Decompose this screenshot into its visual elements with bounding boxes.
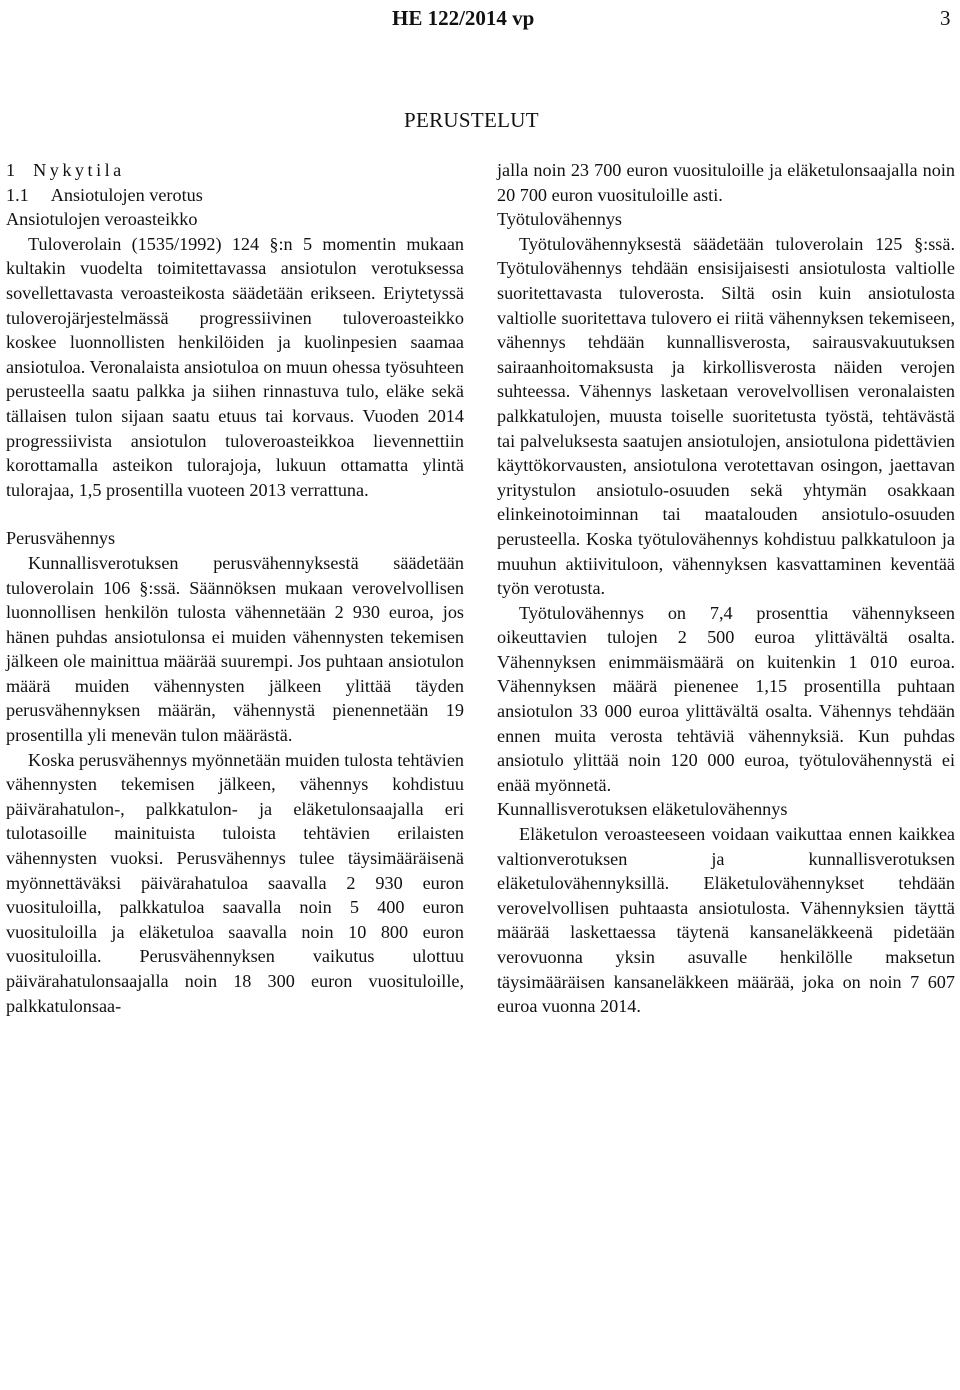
paragraph-tyotulovahennys-1: Työtulovähennyksestä säädetään tuloverolain 125 §:ssä. Työtulovähennys tehdään ensisijaisesti ansiotulosta valtiolle suoritettavasta tuloverosta. Siltä osin kuin ansiotulosta valtiolle suoritettava tulovero ei riitä vähennyksen tekemiseen, vähennys tehdään kunnallisverosta, sairausvakuutuksen sairaanhoitomaksusta ja kirkollisverosta näiden verojen suhteessa. Vähennys lasketaan verovelvollisen veronalaisten palkkatulojen, muusta toiselle suoritetusta työstä, tehtävästä tai palveluksesta saatujen ansiotulojen, ansiotulona pidettävien käyttökorvausten, ansiotulona verotettavan osingon, jaettavan yritystulon ansiotulo-osuuden sekä yhtymän osakkaan elinkeinotoiminnan tai maatalouden ansiotulo-osuuden perusteella. Koska työtulovähennys kohdistuu palkkatuloon ja muuhun aktiivituloon, vähennyksen kasvattaminen keventää työn verotusta. xyxy=(497,233,955,599)
paragraph-perusvahennys-1: Kunnallisverotuksen perusvähennyksestä säädetään tuloverolain 106 §:ssä. Säännöksen mukaan verovelvollisen luonnollisen henkilön tulosta vähennetään 2 930 euroa, jos hänen puhdas ansiotulonsa ei muiden vähennysten tekemisen jälkeen ole mainittua määrää suurempi. Jos puhtaan ansiotulon määrä muiden vähennysten jälkeen ylittää täyden perusvähennyksen määrän, vähennystä pienennetään 19 prosentilla yli menevän tulon määrästä. xyxy=(6,552,464,746)
heading-perusvahennys: Perusvähennys xyxy=(6,528,116,549)
right-column xyxy=(497,158,955,1019)
heading-elaketulovahennys: Kunnallisverotuksen eläketulovähennys xyxy=(497,799,788,820)
section-title: PERUSTELUT xyxy=(404,108,539,132)
subheading-number: 1.1 xyxy=(6,184,29,205)
paragraph-elaketulovahennys: Eläketulon veroasteeseen voidaan vaikuttaa ennen kaikkea valtionverotuksen ja kunnallisverotuksen eläketulovähennyksillä. Eläketulovähennykset tehdään verovelvollisen puhtaasta ansiotulosta. Vähennyksien täyttä määrää laskettaessa täytenä kansaneläkkeenä pidetään verovuonna yksin asuvalle henkilölle maksetun täysimääräisen kansaneläkkeen määrää, joka on noin 7 607 euroa vuonna 2014. xyxy=(497,824,955,1017)
subheading-text: Ansiotulojen verotus xyxy=(50,184,203,205)
heading-ansiotulojen-verotus xyxy=(6,183,464,208)
page-header xyxy=(0,6,960,36)
paragraph-continuation: jalla noin 23 700 euron vuosituloille ja eläketulonsaajalla noin 20 700 euron vuosituloille asti. xyxy=(497,160,955,205)
document-id: HE 122/2014 vp xyxy=(392,6,535,30)
heading-text: Nykytila xyxy=(33,160,125,180)
heading-veroasteikko: Ansiotulojen veroasteikko xyxy=(6,209,198,230)
paragraph-veroasteikko: Tuloverolain (1535/1992) 124 §:n 5 momentin mukaan kultakin vuodelta toimitettavassa ansiotulon verotuksessa sovellettavasta veroasteikosta säädetään erikseen. Eriytetyssä tuloverojärjestelmässä progressiivinen tuloveroasteikko koskee luonnollisten henkilöiden ja kuolinpesien saamaa ansiotuloa. Veronalaista ansiotuloa on muun ohessa työsuhteen perusteella saatu palkka ja siihen rinnastuva tulo, eläke sekä tällaisen tulon sijaan saatu etuus tai korvaus. Vuoden 2014 progressiivista ansiotulon tuloveroasteikkoa lievennettiin korottamalla asteikon tulorajoja, lukuun ottamatta ylintä tulorajaa, 1,5 prosentilla vuoteen 2013 verrattuna. xyxy=(6,233,464,500)
paragraph-tyotulovahennys-2: Työtulovähennys on 7,4 prosenttia vähennykseen oikeuttavien tulojen 2 500 euroa ylittävältä osalta. Vähennyksen enimmäismäärä on kuitenkin 1 010 euroa. Vähennyksen määrä pienenee 1,15 prosentilla puhtaan ansiotulon 33 000 euroa ylittävältä osalta. Vähennys tehdään ennen muita verosta tehtäviä vähennyksiä. Kun puhdas ansiotulo ylittää noin 120 000 euroa, työtulovähennystä ei enää myönnetä. xyxy=(497,602,955,795)
heading-number: 1 xyxy=(6,160,16,180)
paragraph-perusvahennys-2: Koska perusvähennys myönnetään muiden tulosta tehtävien vähennysten tekemisen jälkeen, vähennys kohdistuu päivärahatulon-, palkkatulon- ja eläketulonsaajalla eri tulotasoille mainituista tuloista tehtävien erilaisten vähennysten vuoksi. Perusvähennys tulee täysimääräisenä myönnettäväksi päivärahatuloa saavalla 2 930 euron vuosituloilla, palkkatuloa saavalla noin 5 400 euron vuosituloilla ja eläketuloa saavalla noin 10 800 euron vuosituloilla. Perusvähennyksen vaikutus ulottuu päivärahatulonsaajalla noin 18 300 euron vuosituloille, palkkatulonsaa- xyxy=(6,749,464,1016)
page-number: 3 xyxy=(940,6,951,30)
left-column xyxy=(6,158,464,1018)
heading-tyotulovahennys: Työtulovähennys xyxy=(497,209,623,230)
heading-nykytila xyxy=(6,158,464,183)
